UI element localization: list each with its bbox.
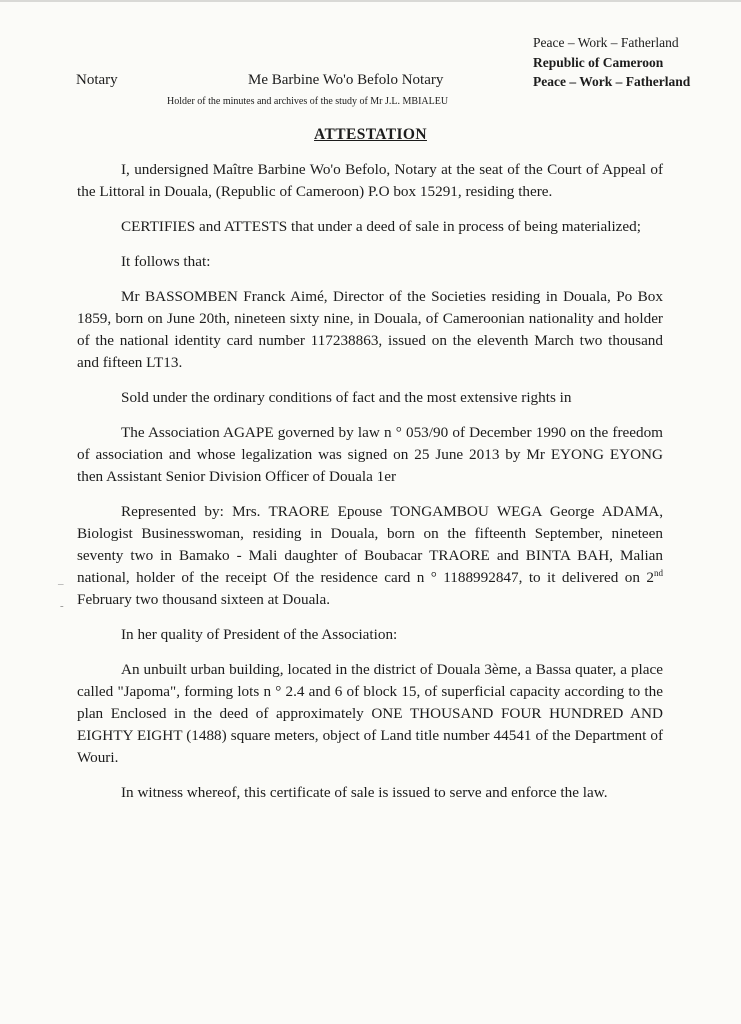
document-body [77,159,663,817]
paragraph-association: The Association AGAPE governed by law n ° 053/90 of December 1990 on the freedom of association and whose legalization was signed on 25 June 2013 by Mr EYONG EYONG then Assistant Senior Division Officer of Douala 1er [77,424,663,485]
paragraph-president: In her quality of President of the Association: [121,626,398,643]
paragraph-notary-identity: I, undersigned Maître Barbine Wo'o Befolo, Notary at the seat of the Court of Appeal of the Littoral in Douala, (Republic of Cameroon) P.O box 15291, residing there. [77,161,663,200]
holder-of-minutes-line: Holder of the minutes and archives of the study of Mr J.L. MBIALEU [167,96,449,107]
paragraph-witness: In witness whereof, this certificate of sale is issued to serve and enforce the law. [121,784,608,801]
notary-label: Notary [76,72,118,88]
motto-line-2: Peace – Work – Fatherland [533,74,691,89]
motto-line-1: Peace – Work – Fatherland [533,35,679,50]
scan-mark: – [58,578,64,590]
paragraph-sold-under: Sold under the ordinary conditions of fact and the most extensive rights in [121,389,572,406]
notary-name: Me Barbine Wo'o Befolo Notary [248,72,444,88]
scan-mark: - [60,600,64,612]
letterhead-motto [533,33,690,92]
paragraph-certifies: CERTIFIES and ATTESTS that under a deed of sale in process of being materialized; [121,218,641,235]
document-title: ATTESTATION [314,126,427,143]
represented-by-text-end: February two thousand sixteen at Douala. [77,591,331,608]
paragraph-seller: Mr BASSOMBEN Franck Aimé, Director of the Societies residing in Douala, Po Box 1859, born on June 20th, nineteen sixty nine, in Douala, of Cameroonian nationality and holder of the national identity card number 117238863, issued on the eleventh March two thousand and fifteen LT13. [77,288,663,371]
paragraph-it-follows: It follows that: [121,253,211,270]
paragraph-property: An unbuilt urban building, located in the district of Douala 3ème, a Bassa quater, a place called "Japoma", forming lots n ° 2.4 and 6 of block 15, of superficial capacity according to the plan Enclosed in the deed of approximately ONE THOUSAND FOUR HUNDRED AND EIGHTY EIGHT (1488) square meters, object of Land title number 44541 of the Department of Wouri. [77,661,663,766]
ordinal-suffix: nd [654,567,663,578]
represented-by-text: Represented by: Mrs. TRAORE Epouse TONGAMBOU WEGA George ADAMA, Biologist Businesswoman, residing in Douala, born on the fifteenth September, nineteen seventy two in Bamako - Mali daughter of Boubacar TRAORE and BINTA BAH, Malian national, holder of the receipt Of the residence card n ° 1188992847, to it delivered on 2 [77,503,663,586]
republic-name: Republic of Cameroon [533,54,664,70]
paragraph-represented-by [77,501,663,611]
scan-top-border [0,0,741,2]
